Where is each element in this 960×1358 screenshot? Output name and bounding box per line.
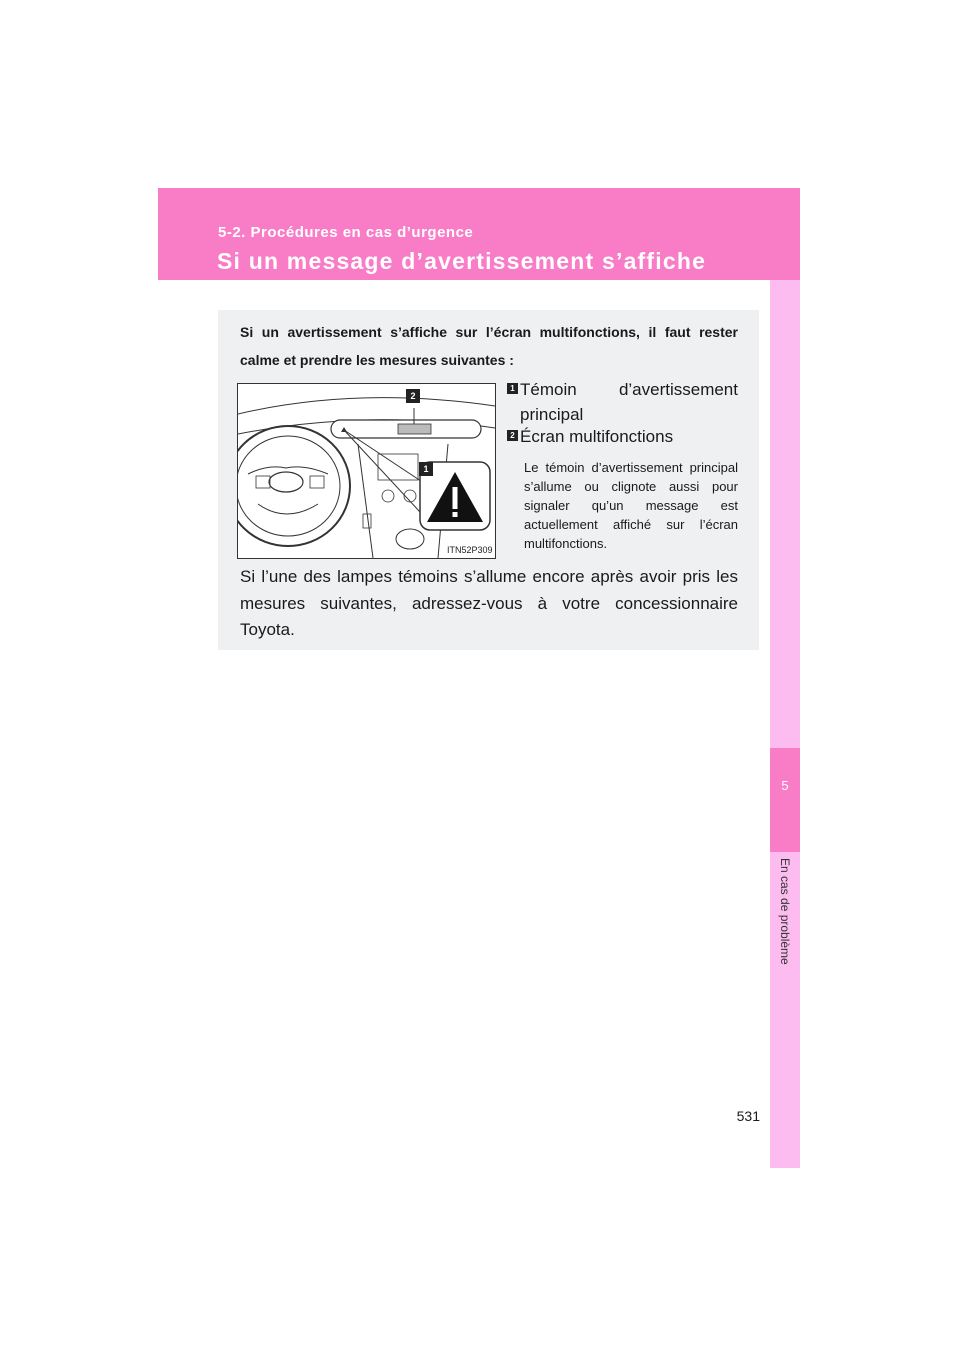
legend-item-1-word-1: Témoin — [520, 380, 577, 399]
chapter-label: En cas de problème — [778, 858, 792, 965]
illustration-code: ITN52P309 — [447, 545, 493, 555]
legend-item-2: Écran multifonctions — [520, 427, 674, 446]
legend-item-1-word-3: principal — [520, 405, 584, 424]
section-heading: 5-2. Procédures en cas d’urgence — [218, 224, 474, 241]
callout-1: 1 — [419, 462, 433, 476]
callout-2: 2 — [406, 389, 420, 403]
legend-number-1: 1 — [507, 383, 518, 394]
note-text: Le témoin d’avertissement principal s’allume ou clignote aussi pour signaler qu’un message est actuellement affiché sur l’écran multifonctions. — [524, 460, 738, 551]
page-title: Si un message d’avertissement s’affiche — [217, 248, 707, 274]
dashboard-illustration — [237, 383, 496, 559]
legend-item-1-word-2: d’avertissement — [618, 380, 738, 399]
chapter-tab-active — [770, 748, 800, 852]
closing-text: Si l’une des lampes témoins s’allume encore après avoir pris les mesures suivantes, adressez-vous à votre concessionnaire Toyota. — [240, 567, 738, 639]
chapter-number: 5 — [781, 778, 789, 793]
legend-number-2: 2 — [507, 430, 518, 441]
dashboard-drawing — [238, 384, 495, 558]
legend-item-1 — [520, 377, 738, 427]
chapter-side-tab — [770, 280, 800, 1168]
page-number: 531 — [736, 1108, 760, 1124]
intro-text: Si un avertissement s’affiche sur l’écran multifonctions, il faut rester calme et prendre les mesures suivantes : — [240, 324, 738, 368]
